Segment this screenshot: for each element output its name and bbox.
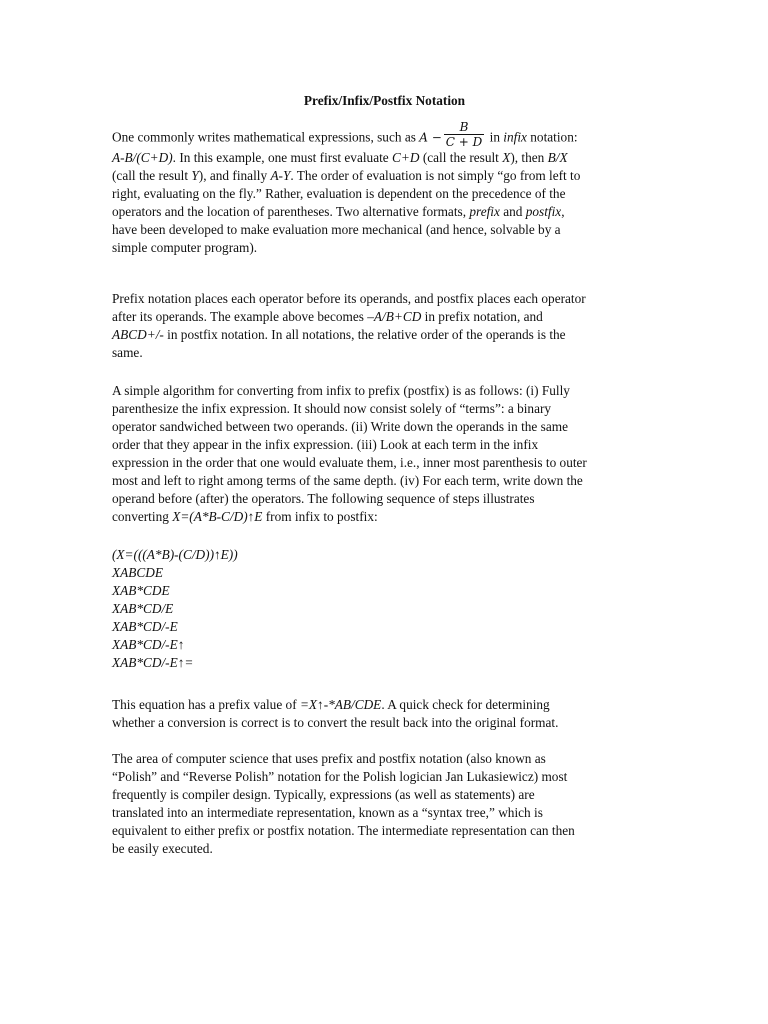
compiler-line-4: translated into an intermediate representation, known as a “syntax tree,” which is	[112, 805, 543, 820]
page-title: Prefix/Infix/Postfix Notation	[303, 93, 466, 108]
step-line: XAB*CD/-E	[112, 619, 178, 634]
prefix-value-line-1: This equation has a prefix value of =X↑-*AB/CDE. A quick check for determining	[112, 697, 550, 712]
formula-fraction	[444, 120, 485, 149]
step-line: XAB*CD/-E↑	[112, 637, 185, 652]
compiler-line-6: be easily executed.	[112, 841, 213, 856]
algorithm-line-6: most and left to right among terms of the same depth. (iv) For each term, write down the	[112, 473, 583, 488]
step-line: XABCDE	[112, 565, 163, 580]
prefix-value-line-2: whether a conversion is correct is to convert the result back into the original format.	[112, 715, 559, 730]
step-line: XAB*CD/-E↑=	[112, 655, 194, 670]
intro-line-2: A-B/(C+D). In this example, one must first evaluate C+D (call the result X), then B/X	[112, 150, 568, 165]
paragraph-compiler	[112, 750, 657, 858]
intro-line-3: (call the result Y), and finally A-Y. The order of evaluation is not simply “go from left to	[112, 168, 581, 183]
algorithm-line-3: operator sandwiched between two operands. (ii) Write down the operands in the same	[112, 419, 568, 434]
intro-line-4: right, evaluating on the fly.” Rather, evaluation is dependent on the precedence of the	[112, 186, 566, 201]
algorithm-line-1: A simple algorithm for converting from infix to prefix (postfix) is as follows: (i) Fully	[112, 383, 570, 398]
algorithm-line-5: expression in the order that one would evaluate them, i.e., inner most parenthesis to outer	[112, 455, 587, 470]
paragraph-algorithm	[112, 382, 657, 526]
algorithm-line-7: operand before (after) the operators. The following sequence of steps illustrates	[112, 491, 535, 506]
compiler-line-3: frequently is compiler design. Typically, expressions (as well as statements) are	[112, 787, 535, 802]
paragraph-prefix-postfix	[112, 290, 657, 362]
compiler-line-5: equivalent to either prefix or postfix notation. The intermediate representation can then	[112, 823, 575, 838]
step-line: XAB*CD/E	[112, 601, 174, 616]
compiler-line-2: “Polish” and “Reverse Polish” notation for the Polish logician Jan Lukasiewicz) most	[112, 769, 568, 784]
prefix-line-2: after its operands. The example above becomes –A/B+CD in prefix notation, and	[112, 309, 543, 324]
algorithm-line-4: order that they appear in the infix expression. (iii) Look at each term in the infix	[112, 437, 539, 452]
prefix-line-1: Prefix notation places each operator before its operands, and postfix places each operator	[112, 291, 586, 306]
paragraph-prefix-value	[112, 696, 657, 732]
step-line: (X=(((A*B)-(C/D))↑E))	[112, 547, 238, 562]
algorithm-line-8: converting X=(A*B-C/D)↑E from infix to postfix:	[112, 509, 378, 524]
prefix-line-3: ABCD+/- in postfix notation. In all notations, the relative order of the operands is the	[112, 327, 566, 342]
formula-lhs: A −	[419, 130, 442, 145]
conversion-steps	[112, 546, 657, 672]
formula-numerator: B	[459, 120, 469, 134]
prefix-line-4: same.	[112, 345, 143, 360]
intro-line-7: simple computer program).	[112, 240, 258, 255]
intro-line-1: One commonly writes mathematical expressions, such as A − $\frac{B}{C + D}$ in infix notation:	[112, 120, 578, 149]
intro-line-5: operators and the location of parentheses. Two alternative formats, prefix and postfix,	[112, 204, 565, 219]
paragraph-intro	[112, 120, 657, 257]
algorithm-line-2: parenthesize the infix expression. It should now consist solely of “terms”: a binary	[112, 401, 552, 416]
formula-denominator: C + D	[445, 135, 483, 149]
compiler-line-1: The area of computer science that uses prefix and postfix notation (also known as	[112, 751, 546, 766]
step-line: XAB*CDE	[112, 583, 170, 598]
intro-line-6: have been developed to make evaluation more mechanical (and hence, solvable by a	[112, 222, 561, 237]
